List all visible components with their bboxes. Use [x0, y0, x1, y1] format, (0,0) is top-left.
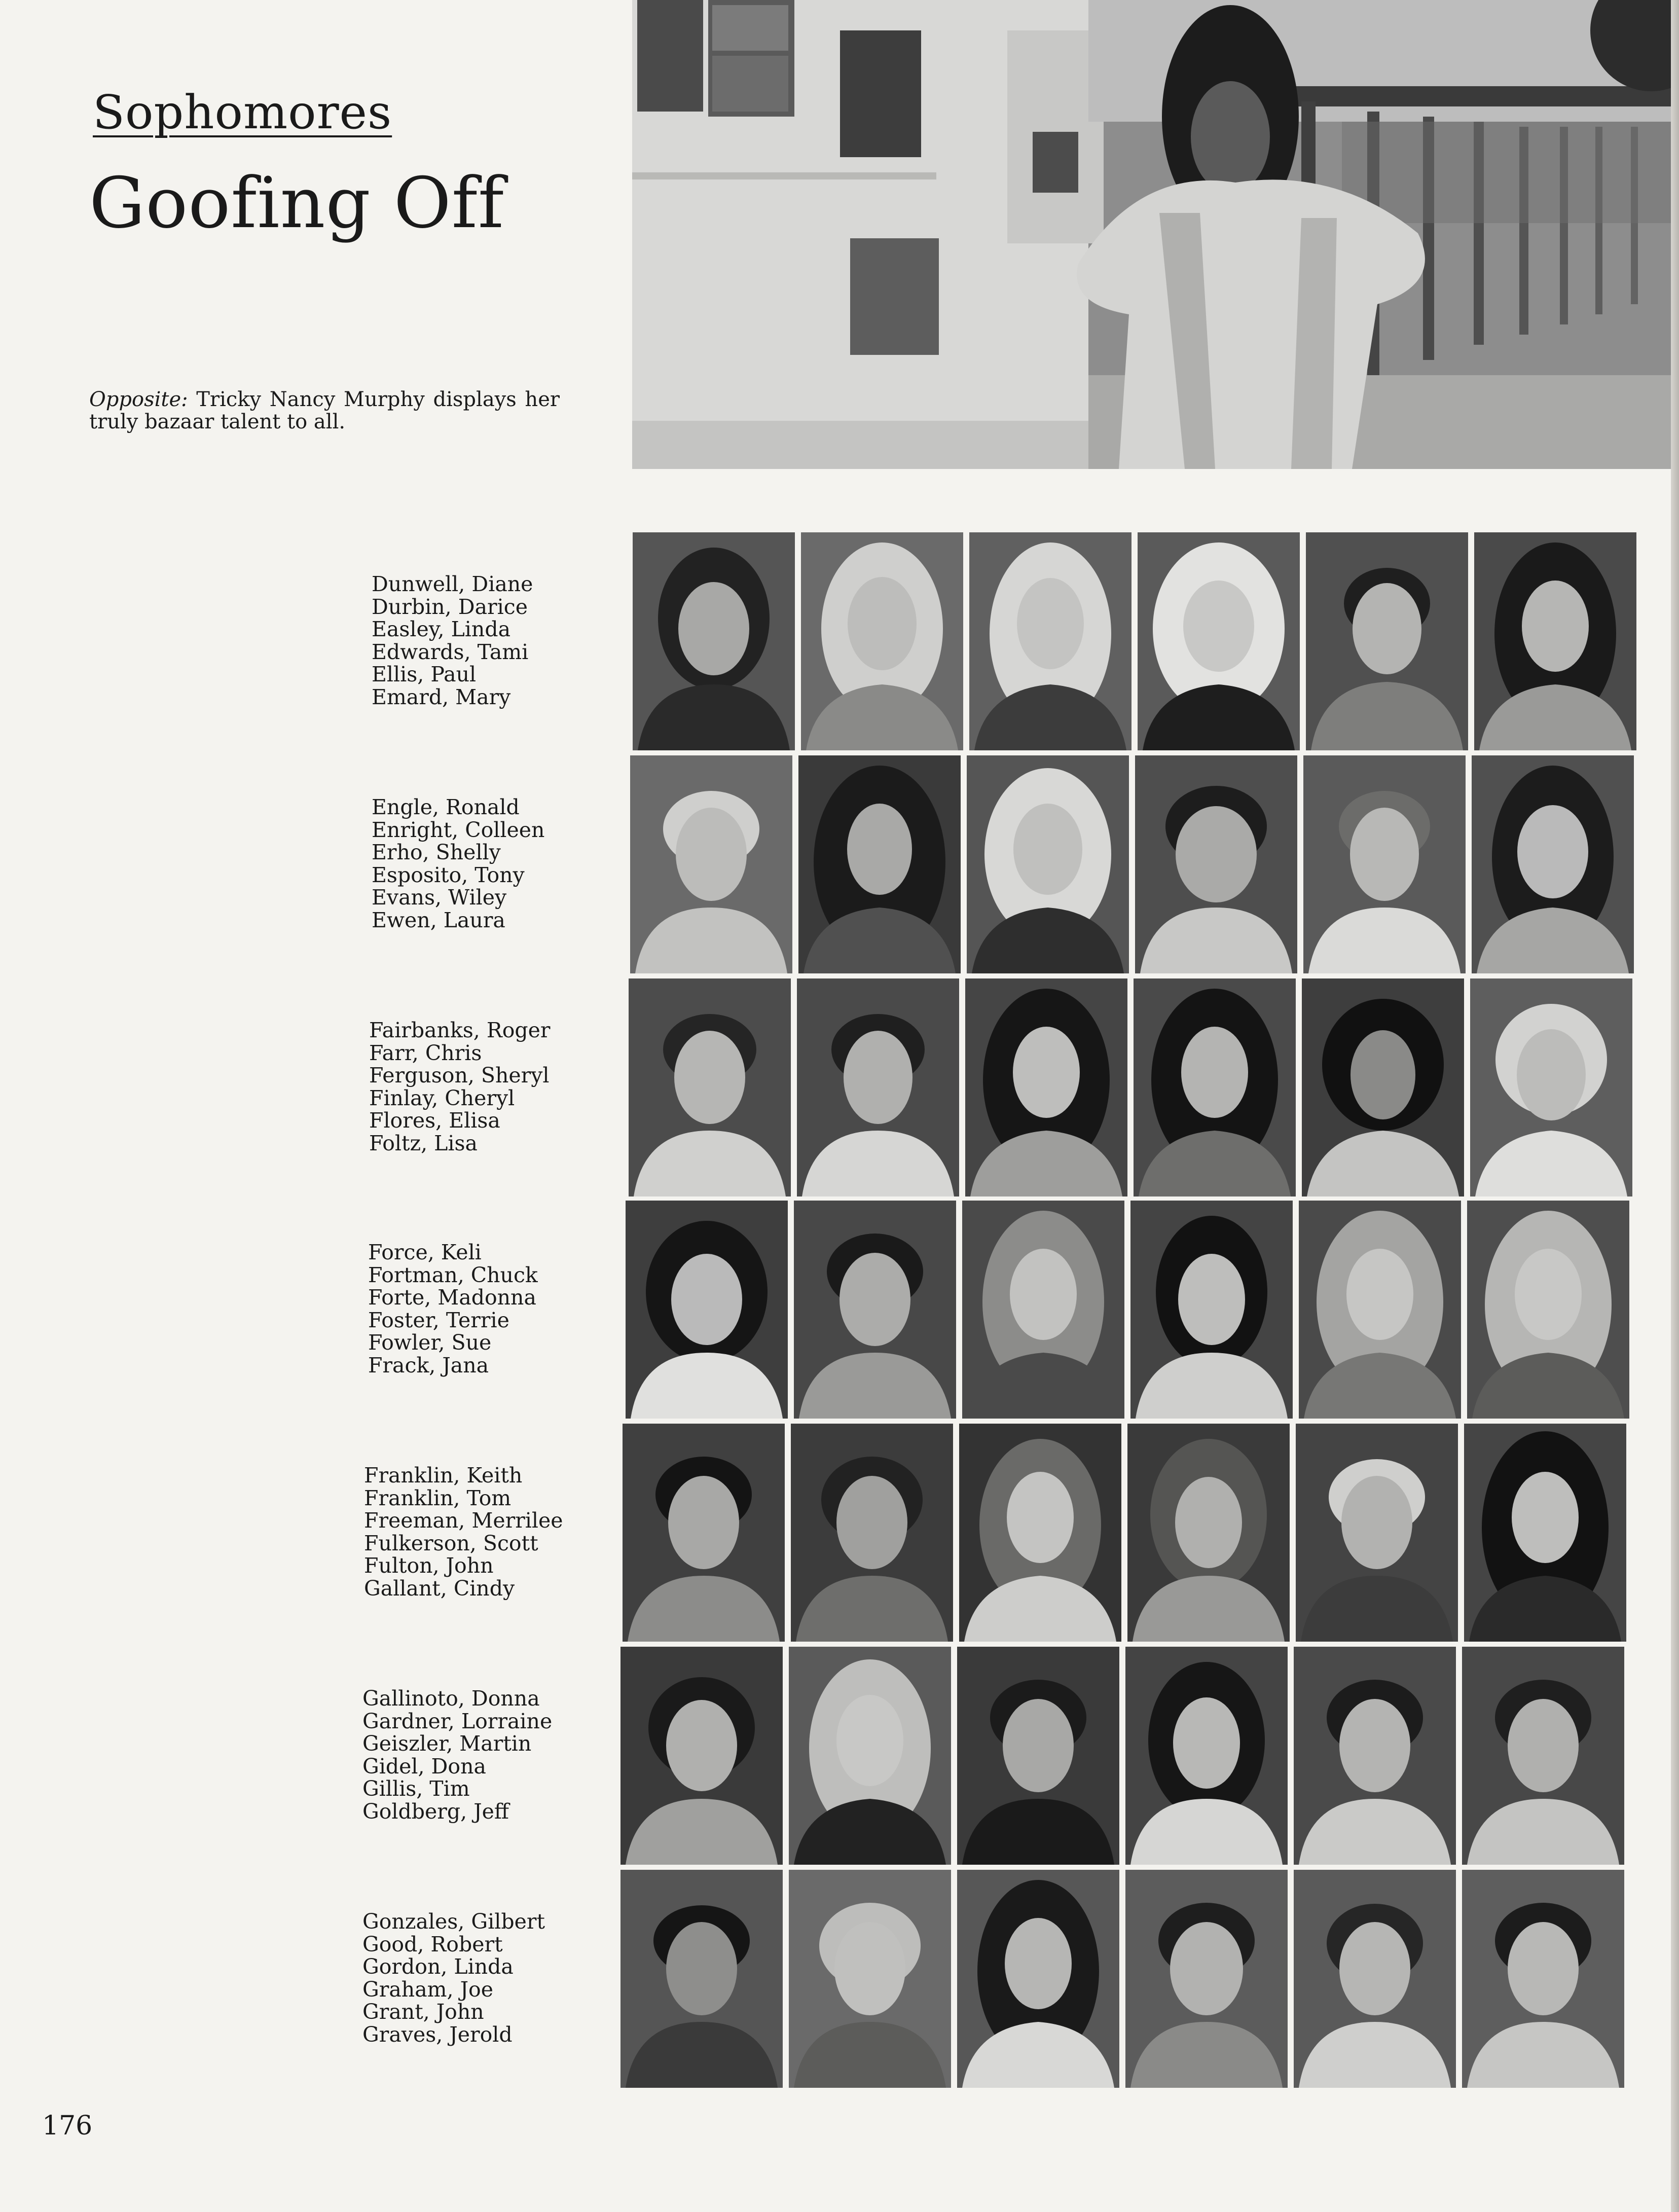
- portrait-row-6: [0, 1647, 1679, 1865]
- student-portrait: [630, 755, 792, 973]
- student-name: Foltz, Lisa: [369, 1131, 478, 1155]
- student-name: Gardner, Lorraine: [362, 1709, 553, 1733]
- student-name: Gallant, Cindy: [364, 1576, 515, 1601]
- page-number: 176: [42, 2111, 93, 2141]
- student-name: Ferguson, Sheryl: [369, 1063, 550, 1087]
- student-name: Farr, Chris: [369, 1040, 482, 1065]
- student-name: Fulton, John: [364, 1553, 494, 1578]
- student-name: Flores, Elisa: [369, 1108, 500, 1133]
- student-portrait: [1306, 532, 1468, 750]
- page-title: Goofing Off: [89, 162, 504, 244]
- student-portrait: [1474, 532, 1636, 750]
- student-name: Gallinoto, Donna: [362, 1686, 540, 1711]
- student-name: Foster, Terrie: [368, 1308, 509, 1332]
- photo-caption: [89, 388, 560, 433]
- student-portrait: [967, 755, 1129, 973]
- student-name: Fulkerson, Scott: [364, 1531, 538, 1555]
- name-list: [372, 796, 544, 931]
- portrait-row-5: [0, 1424, 1679, 1642]
- portrait-row-1: [0, 532, 1679, 750]
- portrait-row-7: [0, 1870, 1679, 2088]
- student-name: Graves, Jerold: [362, 2022, 513, 2047]
- student-portrait: [1138, 532, 1300, 750]
- student-portrait: [626, 1201, 788, 1419]
- student-name: Force, Keli: [368, 1240, 482, 1264]
- name-list: [369, 1019, 551, 1154]
- name-list: [362, 1910, 545, 2046]
- student-portrait: [1464, 1424, 1626, 1642]
- name-list: [368, 1241, 538, 1376]
- student-portrait: [1303, 755, 1466, 973]
- student-portrait: [794, 1201, 956, 1419]
- student-portrait: [1462, 1870, 1624, 2088]
- student-name: Graham, Joe: [362, 1977, 493, 2002]
- portrait-row-4: [0, 1201, 1679, 1419]
- student-portrait: [962, 1201, 1124, 1419]
- student-portrait: [959, 1424, 1121, 1642]
- student-portrait: [1130, 1201, 1293, 1419]
- student-portrait: [789, 1870, 951, 2088]
- student-name: Goldberg, Jeff: [362, 1799, 509, 1824]
- student-portrait: [1135, 755, 1297, 973]
- student-name: Ewen, Laura: [372, 908, 505, 932]
- student-name: Grant, John: [362, 2000, 484, 2024]
- student-portrait: [965, 978, 1127, 1196]
- student-name: Finlay, Cheryl: [369, 1085, 515, 1110]
- student-name: Dunwell, Diane: [372, 572, 533, 596]
- student-portrait: [797, 978, 959, 1196]
- name-list: [362, 1687, 552, 1823]
- student-portrait: [620, 1870, 783, 2088]
- student-name: Gillis, Tim: [362, 1776, 470, 1801]
- student-name: Enright, Colleen: [372, 817, 545, 842]
- name-list: [364, 1464, 563, 1600]
- hero-photo: [632, 0, 1679, 469]
- student-name: Evans, Wiley: [372, 885, 507, 910]
- student-name: Esposito, Tony: [372, 862, 525, 887]
- student-portrait: [1299, 1201, 1461, 1419]
- student-portrait: [1294, 1647, 1456, 1865]
- student-name: Geiszler, Martin: [362, 1731, 532, 1756]
- student-portrait: [957, 1870, 1119, 2088]
- caption-lead: Opposite:: [89, 388, 188, 411]
- student-portrait: [1125, 1870, 1288, 2088]
- student-portrait: [1294, 1870, 1456, 2088]
- student-portrait: [629, 978, 791, 1196]
- student-name: Franklin, Keith: [364, 1463, 523, 1488]
- student-name: Easley, Linda: [372, 617, 511, 641]
- student-portrait: [1470, 978, 1632, 1196]
- student-name: Forte, Madonna: [368, 1285, 536, 1310]
- student-name: Engle, Ronald: [372, 795, 520, 819]
- student-portrait: [798, 755, 961, 973]
- name-list: [372, 573, 533, 708]
- student-name: Erho, Shelly: [372, 840, 501, 864]
- student-portrait: [957, 1647, 1119, 1865]
- student-name: Ellis, Paul: [372, 662, 477, 686]
- student-portrait: [620, 1647, 783, 1865]
- portrait-row-3: [0, 978, 1679, 1196]
- student-portrait: [1462, 1647, 1624, 1865]
- student-portrait: [801, 532, 963, 750]
- student-portrait: [1467, 1201, 1629, 1419]
- student-name: Freeman, Merrilee: [364, 1508, 563, 1533]
- section-label: Sophomores: [93, 85, 392, 139]
- student-portrait: [791, 1424, 953, 1642]
- portrait-row-2: [0, 755, 1679, 973]
- student-name: Fortman, Chuck: [368, 1262, 538, 1287]
- student-name: Emard, Mary: [372, 684, 511, 709]
- student-name: Gordon, Linda: [362, 1954, 514, 1979]
- student-portrait: [1472, 755, 1634, 973]
- student-portrait: [969, 532, 1132, 750]
- student-name: Gonzales, Gilbert: [362, 1909, 545, 1934]
- student-portrait: [1296, 1424, 1458, 1642]
- student-name: Edwards, Tami: [372, 639, 529, 664]
- student-name: Gidel, Dona: [362, 1754, 486, 1779]
- student-portrait: [623, 1424, 785, 1642]
- student-portrait: [633, 532, 795, 750]
- student-portrait: [1125, 1647, 1288, 1865]
- student-name: Fairbanks, Roger: [369, 1018, 551, 1042]
- student-name: Good, Robert: [362, 1932, 503, 1956]
- caption-text: Tricky Nancy Murphy displays her truly bazaar talent to all.: [89, 388, 560, 433]
- student-portrait: [1134, 978, 1296, 1196]
- student-name: Fowler, Sue: [368, 1330, 492, 1355]
- student-name: Durbin, Darice: [372, 594, 528, 619]
- student-portrait: [1302, 978, 1464, 1196]
- student-portrait: [1127, 1424, 1290, 1642]
- page-binding-edge: [1671, 0, 1679, 2212]
- student-name: Franklin, Tom: [364, 1485, 512, 1510]
- student-portrait: [789, 1647, 951, 1865]
- student-name: Frack, Jana: [368, 1353, 489, 1377]
